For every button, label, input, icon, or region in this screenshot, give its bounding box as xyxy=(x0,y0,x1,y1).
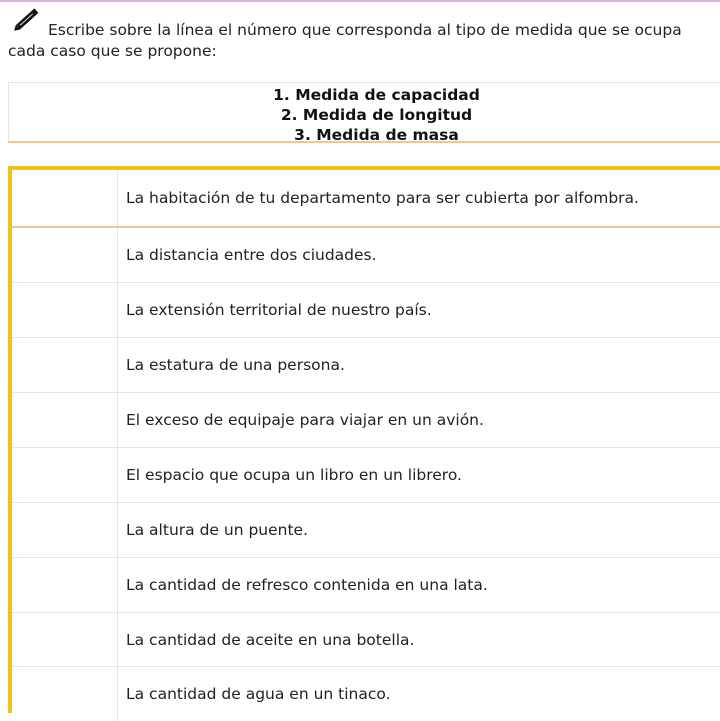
statement-text: La distancia entre dos ciudades. xyxy=(126,246,377,264)
answer-cell[interactable] xyxy=(12,170,118,226)
table-row xyxy=(12,448,720,503)
answer-cell[interactable] xyxy=(12,393,118,447)
instructions xyxy=(8,20,720,62)
instructions-line-2: cada caso que se propone: xyxy=(8,42,217,60)
table-row xyxy=(12,613,720,667)
statement-text: La cantidad de agua en un tinaco. xyxy=(126,685,391,703)
table-row xyxy=(12,283,720,338)
legend-item-masa: 3. Medida de masa xyxy=(294,126,459,144)
statement-text: El espacio que ocupa un libro en un librero. xyxy=(126,466,462,484)
table-row xyxy=(12,170,720,228)
instructions-line-1: Escribe sobre la línea el número que corresponda al tipo de medida que se ocupa xyxy=(48,21,682,39)
table-row xyxy=(12,228,720,283)
answer-cell[interactable] xyxy=(12,613,118,666)
exercise-table xyxy=(8,166,720,713)
table-row xyxy=(12,503,720,558)
statement-text: La cantidad de refresco contenida en una lata. xyxy=(126,576,488,594)
statement-text: La extensión territorial de nuestro país. xyxy=(126,301,432,319)
answer-cell[interactable] xyxy=(12,283,118,337)
table-row xyxy=(12,338,720,393)
legend-item-capacidad: 1. Medida de capacidad xyxy=(273,86,480,104)
legend-item-longitud: 2. Medida de longitud xyxy=(280,106,473,124)
answer-cell[interactable] xyxy=(12,558,118,612)
answer-cell[interactable] xyxy=(12,228,118,282)
table-row xyxy=(12,558,720,613)
legend-box xyxy=(8,82,720,143)
answer-cell[interactable] xyxy=(12,503,118,557)
answer-cell[interactable] xyxy=(12,448,118,502)
statement-text: La habitación de tu departamento para ser cubierta por alfombra. xyxy=(126,189,639,207)
statement-text: La estatura de una persona. xyxy=(126,356,345,374)
top-divider xyxy=(0,0,720,2)
statement-text: La cantidad de aceite en una botella. xyxy=(126,630,415,649)
statement-text: La altura de un puente. xyxy=(126,521,309,539)
statement-text: El exceso de equipaje para viajar en un avión. xyxy=(126,411,484,429)
answer-cell[interactable] xyxy=(12,338,118,392)
table-row xyxy=(12,393,720,448)
